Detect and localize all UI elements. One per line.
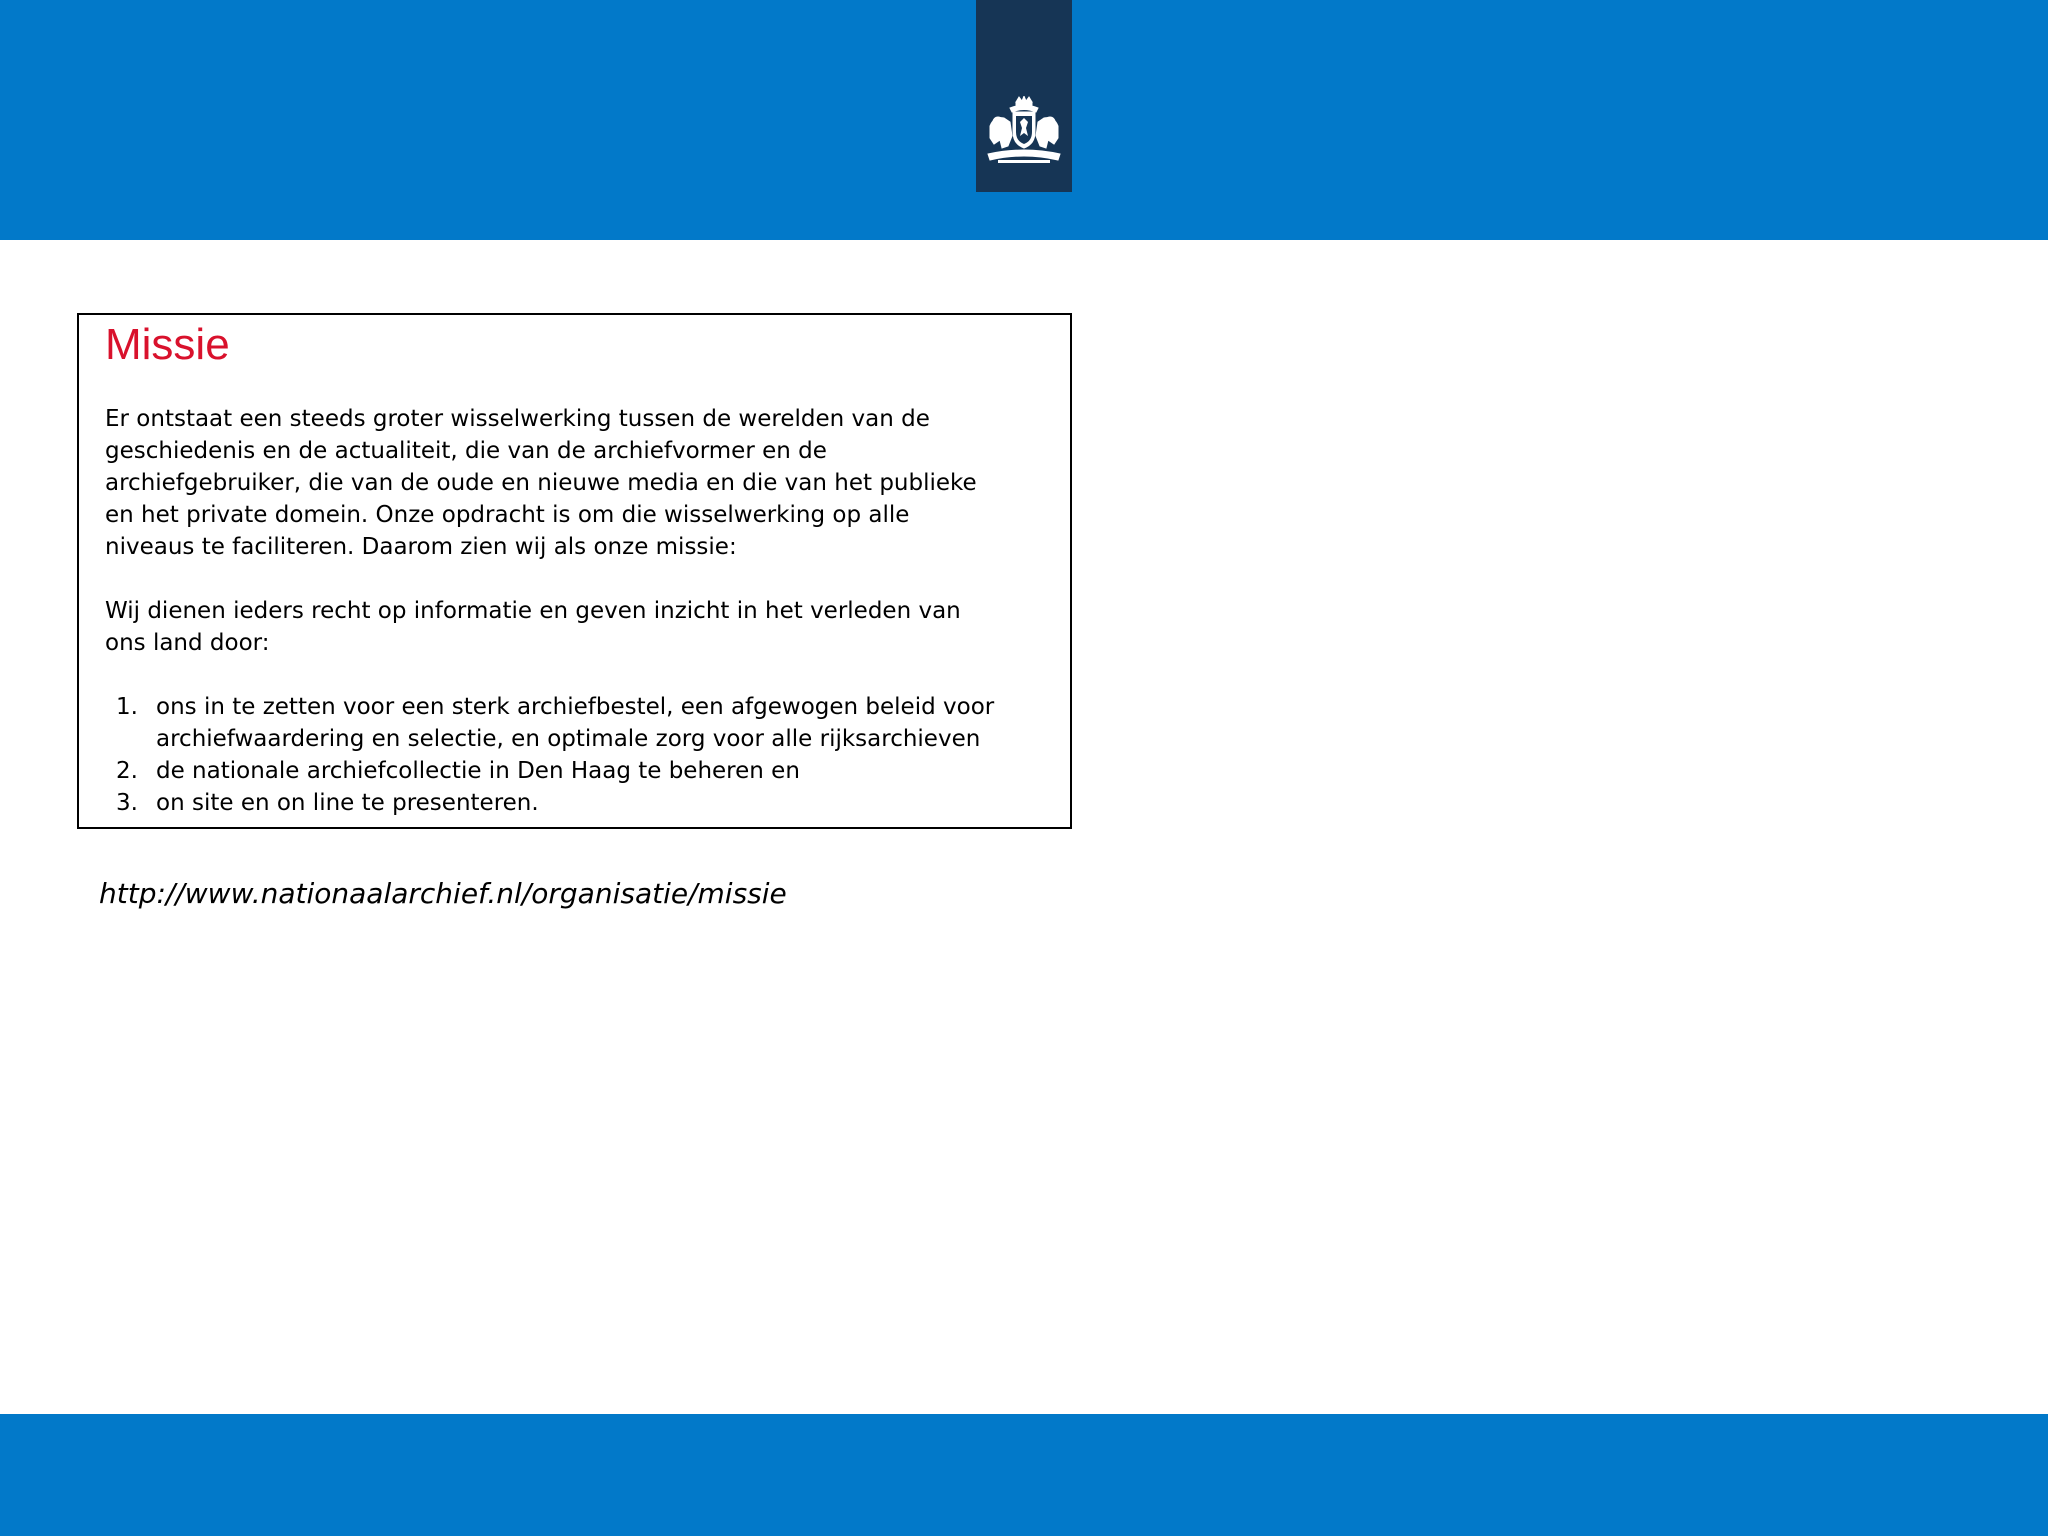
header-band xyxy=(0,0,2048,240)
text-line: ons land door: xyxy=(105,630,270,656)
mission-title: Missie xyxy=(105,320,230,369)
list-item-number: 1. xyxy=(116,694,138,720)
footer-band xyxy=(0,1414,2048,1536)
text-line: en het private domein. Onze opdracht is om die wisselwerking op alle xyxy=(105,502,910,528)
list-item xyxy=(105,691,1065,755)
mission-paragraph-intro xyxy=(105,403,1065,563)
text-line: ons in te zetten voor een sterk archiefbestel, een afgewogen beleid voor xyxy=(156,694,995,720)
logo-tab xyxy=(976,0,1072,192)
mission-body xyxy=(105,403,1065,819)
royal-coat-of-arms-icon xyxy=(982,96,1066,168)
mission-paragraph-statement xyxy=(105,595,1065,659)
list-item-number: 2. xyxy=(116,758,138,784)
list-item xyxy=(105,787,1065,819)
text-line: on site en on line te presenteren. xyxy=(156,790,539,816)
text-line: Wij dienen ieders recht op informatie en geven inzicht in het verleden van xyxy=(105,598,961,624)
text-line: niveaus te faciliteren. Daarom zien wij als onze missie: xyxy=(105,534,737,560)
text-line: de nationale archiefcollectie in Den Haag te beheren en xyxy=(156,758,800,784)
list-item-number: 3. xyxy=(116,790,138,816)
mission-box xyxy=(77,313,1072,829)
text-line: geschiedenis en de actualiteit, die van de archiefvormer en de xyxy=(105,438,827,464)
text-line: archiefgebruiker, die van de oude en nieuwe media en die van het publieke xyxy=(105,470,977,496)
text-line: Er ontstaat een steeds groter wisselwerking tussen de werelden van de xyxy=(105,406,930,432)
source-url: http://www.nationaalarchief.nl/organisatie/missie xyxy=(99,877,787,910)
mission-list xyxy=(105,691,1065,819)
text-line: archiefwaardering en selectie, en optimale zorg voor alle rijksarchieven xyxy=(156,726,981,752)
list-item xyxy=(105,755,1065,787)
